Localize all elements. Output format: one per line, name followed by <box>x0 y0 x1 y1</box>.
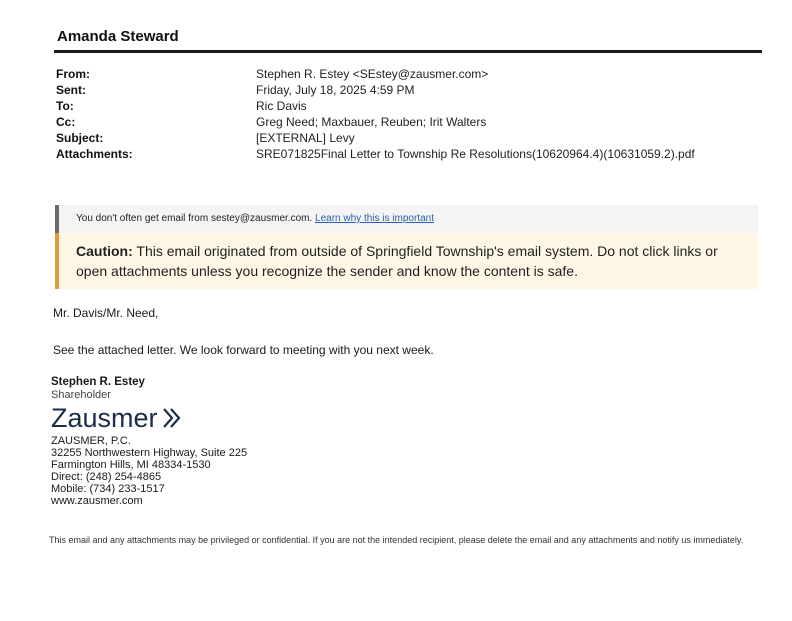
attachment-filename: SRE071825Final Letter to Township Re Resolutions(10620964.4)(10631059.2).pdf <box>256 147 695 161</box>
signature-address-line2: Farmington Hills, MI 48334-1530 <box>51 459 211 471</box>
external-caution-banner <box>55 233 758 289</box>
signature-firm: ZAUSMER, P.C. <box>51 435 131 447</box>
sent-label: Sent: <box>56 83 86 97</box>
confidentiality-disclaimer: This email and any attachments may be privileged or confidential. If you are not the intended recipient, please delete the email and any attachments and notify us immediately. <box>49 535 744 545</box>
signature-direct-phone: Direct: (248) 254-4865 <box>51 471 162 483</box>
signature-address-line1: 32255 Northwestern Highway, Suite 225 <box>51 447 248 459</box>
to-value: Ric Davis <box>256 99 307 113</box>
sender-notice-text: You don't often get email from sestey@zausmer.com. <box>76 213 313 224</box>
cc-value: Greg Need; Maxbauer, Reuben; Irit Walters <box>256 115 487 129</box>
subject-row <box>56 130 695 146</box>
signature-title: Shareholder <box>51 389 111 401</box>
sent-row <box>56 82 695 98</box>
from-label: From: <box>56 67 90 81</box>
email-signature <box>51 375 247 507</box>
double-chevron-icon <box>161 407 183 429</box>
signature-mobile-phone: Mobile: (734) 233-1517 <box>51 483 165 495</box>
signature-name: Stephen R. Estey <box>51 376 145 388</box>
from-row <box>56 66 695 82</box>
from-value: Stephen R. Estey <SEstey@zausmer.com> <box>256 67 489 81</box>
zausmer-logo <box>51 404 247 432</box>
attachments-label: Attachments: <box>56 147 133 161</box>
to-label: To: <box>56 99 74 113</box>
attachments-row <box>56 146 695 162</box>
subject-label: Subject: <box>56 131 104 145</box>
to-row <box>56 98 695 114</box>
caution-text: This email originated from outside of Springfield Township's email system. Do not click links or open attachments unless you recognize the sender and know the content is safe. <box>76 243 718 279</box>
document-owner-name: Amanda Steward <box>57 28 179 45</box>
sent-value: Friday, July 18, 2025 4:59 PM <box>256 83 415 97</box>
sender-notice-banner <box>55 205 758 233</box>
subject-value: [EXTERNAL] Levy <box>256 131 355 145</box>
caution-label: Caution: <box>76 243 133 259</box>
cc-label: Cc: <box>56 115 76 129</box>
email-message: See the attached letter. We look forward to meeting with you next week. <box>53 343 434 357</box>
signature-website[interactable]: www.zausmer.com <box>51 495 143 507</box>
email-header <box>56 66 695 162</box>
learn-why-link[interactable]: Learn why this is important <box>315 213 434 224</box>
logo-wordmark: Zausmer <box>51 403 158 433</box>
header-divider <box>54 50 762 53</box>
email-greeting: Mr. Davis/Mr. Need, <box>53 306 159 320</box>
cc-row <box>56 114 695 130</box>
